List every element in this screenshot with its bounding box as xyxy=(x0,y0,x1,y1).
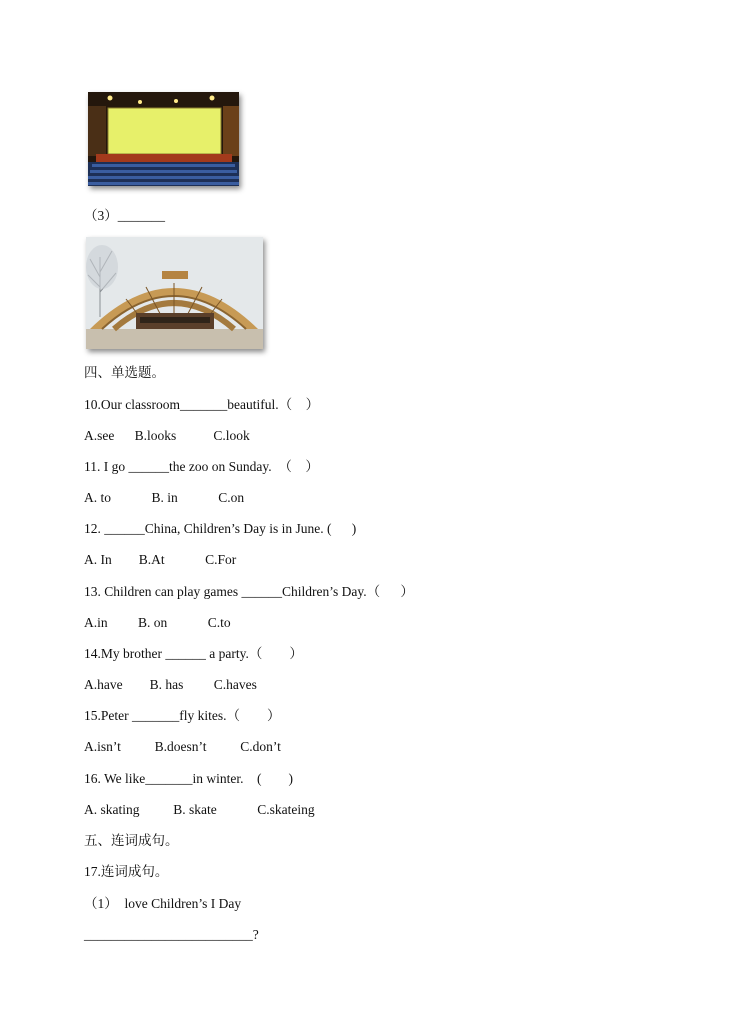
question-11-stem: 11. I go ______the zoo on Sunday. （ ） xyxy=(84,459,319,474)
question-15-options: A.isn’t B.doesn’t C.don’t xyxy=(84,739,281,754)
question-15-stem: 15.Peter _______fly kites.（ ） xyxy=(84,708,281,723)
question-17-1-answer-line: _________________________? xyxy=(84,927,259,942)
question-13-stem: 13. Children can play games ______Children’s Day.（ ） xyxy=(84,584,414,599)
section-4-title: 四、单选题。 xyxy=(84,365,165,380)
question-16-options: A. skating B. skate C.skateing xyxy=(84,802,315,817)
question-14-options: A.have B. has C.haves xyxy=(84,677,257,692)
question-17-title: 17.连词成句。 xyxy=(84,864,169,879)
question-13-options: A.in B. on C.to xyxy=(84,615,231,630)
question-16-stem: 16. We like_______in winter. ( ) xyxy=(84,771,294,786)
question-11-options: A. to B. in C.on xyxy=(84,490,245,505)
zoo-gate-photo xyxy=(86,237,263,349)
question-3-label: （3）_______ xyxy=(84,208,165,223)
question-10-stem: 10.Our classroom_______beautiful.（ ） xyxy=(84,397,320,412)
question-14-stem: 14.My brother ______ a party.（ ） xyxy=(84,646,303,661)
question-12-options: A. In B.At C.For xyxy=(84,552,237,567)
question-10-options: A.see B.looks C.look xyxy=(84,428,250,443)
cinema-photo xyxy=(88,92,239,186)
question-17-1-words: （1） love Children’s I Day xyxy=(84,896,242,911)
question-12-stem: 12. ______China, Children’s Day is in June. ( ) xyxy=(84,521,357,536)
section-5-title: 五、连词成句。 xyxy=(84,833,179,848)
